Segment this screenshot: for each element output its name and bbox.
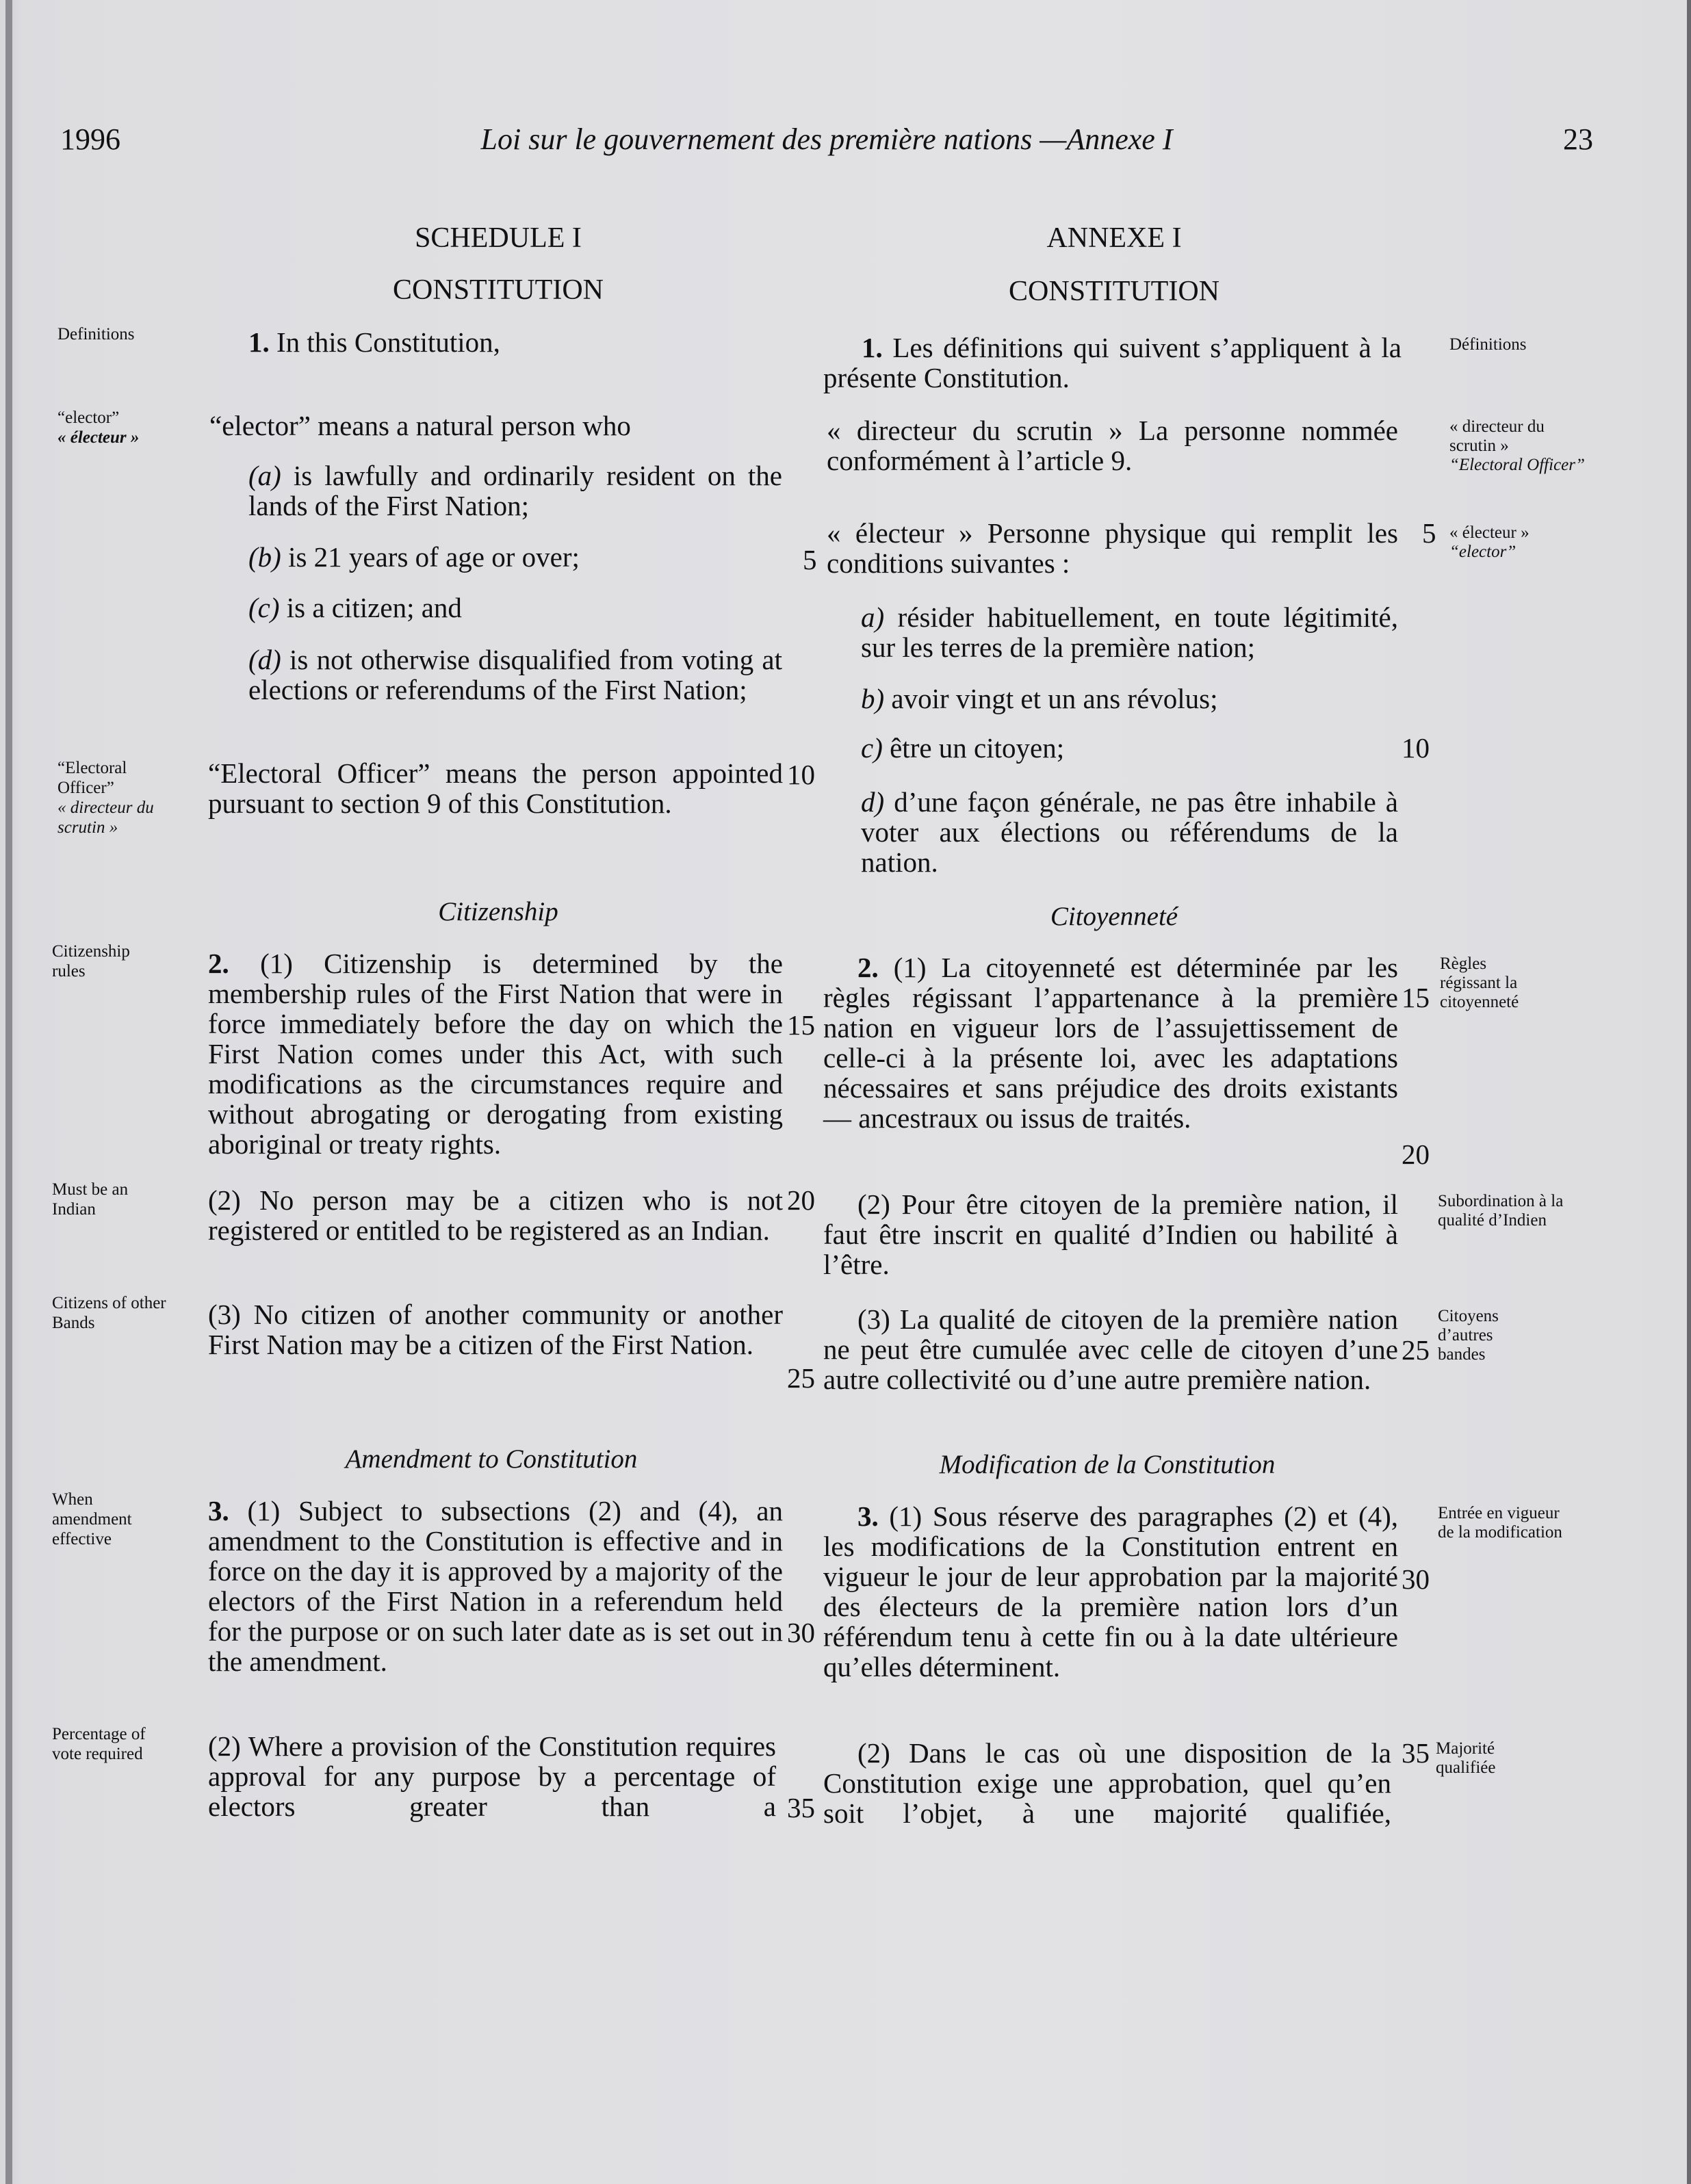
fr-electeur-d (861, 787, 1398, 877)
fr-electeur-a-label: a) (861, 601, 885, 633)
margin-en-citizens-other-bands: Citizens of other Bands (52, 1294, 166, 1332)
en-section-3-1-text: (1) Subject to subsections (2) and (4), an amendment to the Constitution is effective and in force on the day it is approved by a majority of the electors of the First Nation in a referendum held for the purpose or on such later date as is set out in the amendment. (208, 1495, 784, 1677)
en-line-number-25: 25 (787, 1362, 815, 1394)
header-year: 1996 (60, 122, 120, 156)
margin-fr-electeur-en: “elector” (1449, 543, 1516, 561)
en-section-2-number: 2. (208, 948, 229, 979)
margin-en-electoral-officer (57, 758, 188, 837)
fr-section-3-number: 3. (857, 1500, 879, 1532)
fr-electeur-c-label: c) (861, 732, 883, 764)
en-elector-d-text: is not otherwise disqualified from voting at elections or referendums of the First Nation; (248, 644, 782, 705)
en-elector-b-text: is 21 years of age or over; (288, 541, 580, 573)
margin-fr-subordination: Subordination à la qualité d’Indien (1438, 1192, 1564, 1230)
en-elector-d-label: (d) (248, 644, 281, 675)
en-section-2-1 (208, 948, 783, 1159)
fr-line-number-5: 5 (1422, 517, 1436, 549)
en-section-2-2: (2) No person may be a citizen who is not registered or entitled to be registered as an Indian. (208, 1184, 783, 1246)
en-amendment-heading: Amendment to Constitution (345, 1444, 638, 1474)
fr-line-number-10: 10 (1402, 732, 1430, 764)
en-section-2-1-text: (1) Citizenship is determined by the membership rules of the First Nation that were in force immediately before the day on which the First Nation comes under this Act, with such modifications as the circumstances require and without abrogating or derogating from existing aboriginal or treaty rights. (208, 948, 783, 1160)
en-electoral-officer-definition: “Electoral Officer” means the person appointed pursuant to section 9 of this Constitution. (208, 757, 783, 819)
en-section-1-text: In this Constitution, (276, 326, 500, 358)
margin-en-definitions: Definitions (57, 325, 135, 343)
fr-section-2-number: 2. (857, 952, 879, 983)
fr-line-number-15: 15 (1402, 982, 1430, 1013)
page-edge-left (5, 0, 12, 2184)
en-section-3-2: (2) Where a provision of the Constitution requires approval for any purpose by a percentage of electors greater than a (208, 1730, 776, 1822)
en-constitution-title: CONSTITUTION (393, 274, 604, 306)
en-elector-a-text: is lawfully and ordinarily resident on the lands of the First Nation; (248, 460, 783, 521)
en-line-number-30: 30 (787, 1617, 815, 1648)
margin-en-percentage: Percentage of vote required (52, 1725, 146, 1763)
fr-schedule-title: ANNEXE I (1046, 222, 1182, 254)
en-section-1-number: 1. (248, 326, 270, 358)
page-edge-right (1687, 0, 1691, 2184)
margin-fr-directeur-fr: « directeur du scrutin » (1449, 417, 1545, 455)
fr-section-3-1 (823, 1501, 1398, 1682)
fr-section-3-2-text: (2) Dans le cas où une disposition de la Constitution exige une approbation, quel qu’en soit l’objet, à une majorité qualifiée, (823, 1737, 1391, 1829)
margin-en-elector (57, 408, 194, 447)
fr-line-number-20: 20 (1402, 1139, 1430, 1170)
en-section-1 (248, 327, 782, 357)
fr-electeur-d-text: d’une façon générale, ne pas être inhabile à voter aux élections ou référendums de la nation. (861, 786, 1399, 878)
en-line-number-20: 20 (787, 1184, 815, 1216)
margin-en-elector-fr: « électeur » (57, 428, 140, 447)
fr-section-2-2 (823, 1189, 1398, 1279)
en-line-number-15: 15 (787, 1009, 815, 1041)
page (5, 0, 1691, 2184)
fr-electeur-b (861, 684, 1398, 714)
fr-electeur-d-label: d) (861, 786, 885, 818)
en-section-2-3: (3) No citizen of another community or another First Nation may be a citizen of the First Nation. (208, 1299, 783, 1360)
margin-fr-electeur (1449, 523, 1586, 562)
en-citizenship-heading: Citizenship (438, 897, 558, 926)
fr-electeur-c (861, 733, 1398, 763)
fr-directeur-definition: « directeur du scrutin » La personne nommée conformément à l’article 9. (827, 415, 1398, 476)
en-elector-d (248, 645, 782, 705)
fr-electeur-b-text: avoir vingt et un ans révolus; (891, 683, 1218, 714)
en-line-number-35: 35 (787, 1792, 815, 1823)
fr-electeur-a (861, 602, 1398, 662)
margin-en-eo-en: “Electoral Officer” (57, 759, 127, 797)
fr-electeur-b-label: b) (861, 683, 885, 714)
en-section-3-1 (208, 1496, 783, 1676)
en-section-3-number: 3. (208, 1495, 229, 1526)
en-elector-a-label: (a) (248, 460, 281, 491)
en-elector-a (248, 460, 782, 521)
en-elector-c-label: (c) (248, 592, 280, 623)
margin-fr-directeur (1449, 417, 1586, 475)
fr-amendment-heading: Modification de la Constitution (939, 1450, 1276, 1479)
en-schedule-title: SCHEDULE I (415, 222, 582, 254)
fr-electeur-c-text: être un citoyen; (890, 732, 1065, 764)
en-line-number-10: 10 (787, 759, 815, 790)
margin-en-elector-en: “elector” (57, 408, 120, 427)
margin-fr-majorite: Majorité qualifiée (1436, 1739, 1496, 1777)
en-line-number-5: 5 (803, 544, 817, 575)
en-elector-definition: “elector” means a natural person who (209, 410, 631, 441)
fr-line-number-25: 25 (1402, 1334, 1430, 1366)
fr-line-number-35: 35 (1402, 1737, 1430, 1769)
en-elector-b (248, 542, 782, 572)
header-page-number: 23 (1563, 122, 1593, 156)
fr-section-2-1-text: (1) La citoyenneté est déterminée par les règles régissant l’appartenance à la première nation en vigueur lors de l’assujettissement de celle-ci à la présente loi, avec les adaptations nécessaires et sans préjudice des droits existants — ancestraux ou issus de traités. (823, 952, 1398, 1134)
fr-section-2-1 (823, 952, 1398, 1133)
margin-fr-citoyens: Citoyens d’autres bandes (1438, 1307, 1499, 1364)
fr-line-number-30: 30 (1402, 1563, 1430, 1595)
margin-en-when-amendment: When amendment effective (52, 1490, 132, 1548)
fr-constitution-title: CONSTITUTION (1009, 276, 1219, 307)
margin-fr-definitions: Définitions (1449, 335, 1527, 354)
en-elector-c-text: is a citizen; and (286, 592, 462, 623)
margin-en-citizenship-rules: Citizenship rules (52, 942, 130, 980)
fr-section-1 (823, 333, 1402, 393)
margin-en-must-be-indian: Must be an Indian (52, 1180, 129, 1219)
fr-section-2-3 (823, 1304, 1398, 1394)
margin-fr-directeur-en: “Electoral Officer” (1449, 456, 1585, 474)
margin-fr-regles: Règles régissant la citoyenneté (1440, 954, 1519, 1011)
fr-citizenship-heading: Citoyenneté (1050, 902, 1178, 931)
fr-section-1-text: Les définitions qui suivent s’appliquent à la présente Constitution. (823, 332, 1402, 393)
fr-section-3-2 (823, 1738, 1391, 1828)
fr-section-1-number: 1. (862, 332, 883, 363)
margin-fr-electeur-fr: « électeur » (1449, 523, 1529, 542)
header-title: Loi sur le gouvernement des première nations —Annexe I (480, 122, 1173, 156)
fr-section-3-1-text: (1) Sous réserve des paragraphes (2) et (4), les modifications de la Constitution entrent en vigueur le jour de leur approbation par la majorité des électeurs de la première nation lors d’un référendum tenu à cette fin ou à la date ultérieure qu’elles déterminent. (823, 1500, 1398, 1682)
margin-en-eo-fr: « directeur du scrutin » (57, 798, 154, 837)
en-elector-c (248, 593, 782, 623)
fr-section-2-2-text: (2) Pour être citoyen de la première nation, il faut être inscrit en qualité d’Indien ou habilité à l’être. (823, 1188, 1398, 1280)
margin-fr-entree: Entrée en vigueur de la modification (1438, 1504, 1562, 1542)
fr-electeur-a-text: résider habituellement, en toute légitimité, sur les terres de la première nation; (861, 601, 1398, 663)
fr-section-2-3-text: (3) La qualité de citoyen de la première nation ne peut être cumulée avec celle de citoyen d’une autre collectivité ou d’une autre première nation. (823, 1303, 1398, 1395)
en-elector-b-label: (b) (248, 541, 281, 573)
fr-electeur-definition: « électeur » Personne physique qui remplit les conditions suivantes : (827, 517, 1398, 579)
